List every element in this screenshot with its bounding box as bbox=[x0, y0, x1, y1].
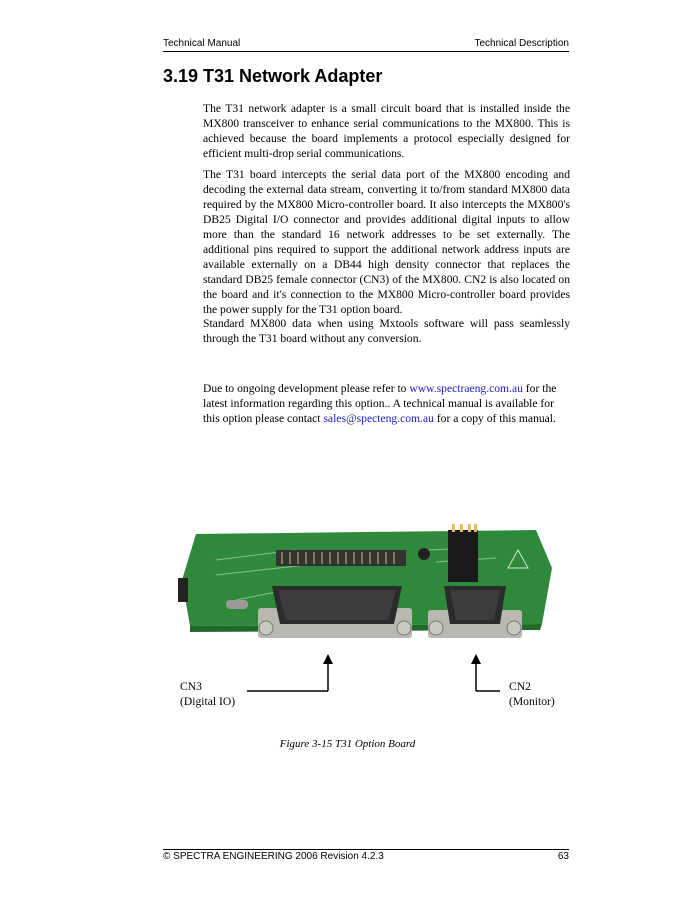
page-header bbox=[163, 38, 569, 52]
left-header bbox=[178, 578, 188, 602]
contact-text-c: for a copy of this manual. bbox=[433, 412, 556, 425]
cn2-callout bbox=[509, 679, 555, 709]
capacitor bbox=[418, 548, 430, 560]
cn3-callout bbox=[180, 679, 235, 709]
figure-caption: Figure 3-15 T31 Option Board bbox=[279, 738, 416, 750]
cn3-label: CN3 bbox=[180, 680, 202, 693]
email-link[interactable]: sales@specteng.com.au bbox=[323, 412, 434, 425]
contact-text-b: for the latest information regarding this option.. A technical manual is available for this option please contact bbox=[203, 382, 557, 425]
cn3-sublabel: (Digital IO) bbox=[180, 695, 236, 708]
t31-board-photo bbox=[176, 520, 570, 660]
paragraph-compat: Standard MX800 data when using Mxtools software will pass seamlessly through the T31 board without any conversion. bbox=[203, 317, 570, 345]
website-link[interactable]: www.spectraeng.com.au bbox=[409, 382, 523, 395]
cn2-sublabel: (Monitor) bbox=[509, 695, 555, 708]
header-right: Technical Description bbox=[474, 38, 569, 49]
cn2-label: CN2 bbox=[509, 680, 531, 693]
paragraph-intro: The T31 network adapter is a small circuit board that is installed inside the MX800 transceiver to enhance serial communications to the MX800. This is achieved because the board implements a protocol especially designed for efficient multi-drop serial communications. bbox=[203, 102, 570, 160]
right-header bbox=[448, 530, 478, 582]
paragraph-details: The T31 board intercepts the serial data port of the MX800 encoding and decoding the external data stream, converting it to/from standard MX800 data required by the MX800 Micro-controller board. It also intercepts the MX800's DB25 Digital I/O connector and provides additional digital inputs to allow more than the standard 16 network addresses to be set externally. The additional pins required to support the additional network address inputs are available externally on a DB44 high density connector that replaces the standard DB25 female connector (CN3) of the MX800. CN2 is also located on the board and it's connection to the MX800 Micro-controller board provides the power supply for the T31 option board. bbox=[203, 168, 570, 316]
header-left: Technical Manual bbox=[163, 38, 241, 49]
paragraph-contact bbox=[203, 381, 570, 426]
page-footer bbox=[163, 849, 569, 864]
contact-text-a: Due to ongoing development please refer to bbox=[203, 382, 410, 395]
footer-copyright: © SPECTRA ENGINEERING 2006 Revision 4.2.3 bbox=[163, 851, 384, 862]
crystal bbox=[226, 600, 248, 609]
section-title: 3.19 T31 Network Adapter bbox=[163, 66, 383, 86]
page-number: 63 bbox=[557, 851, 569, 862]
